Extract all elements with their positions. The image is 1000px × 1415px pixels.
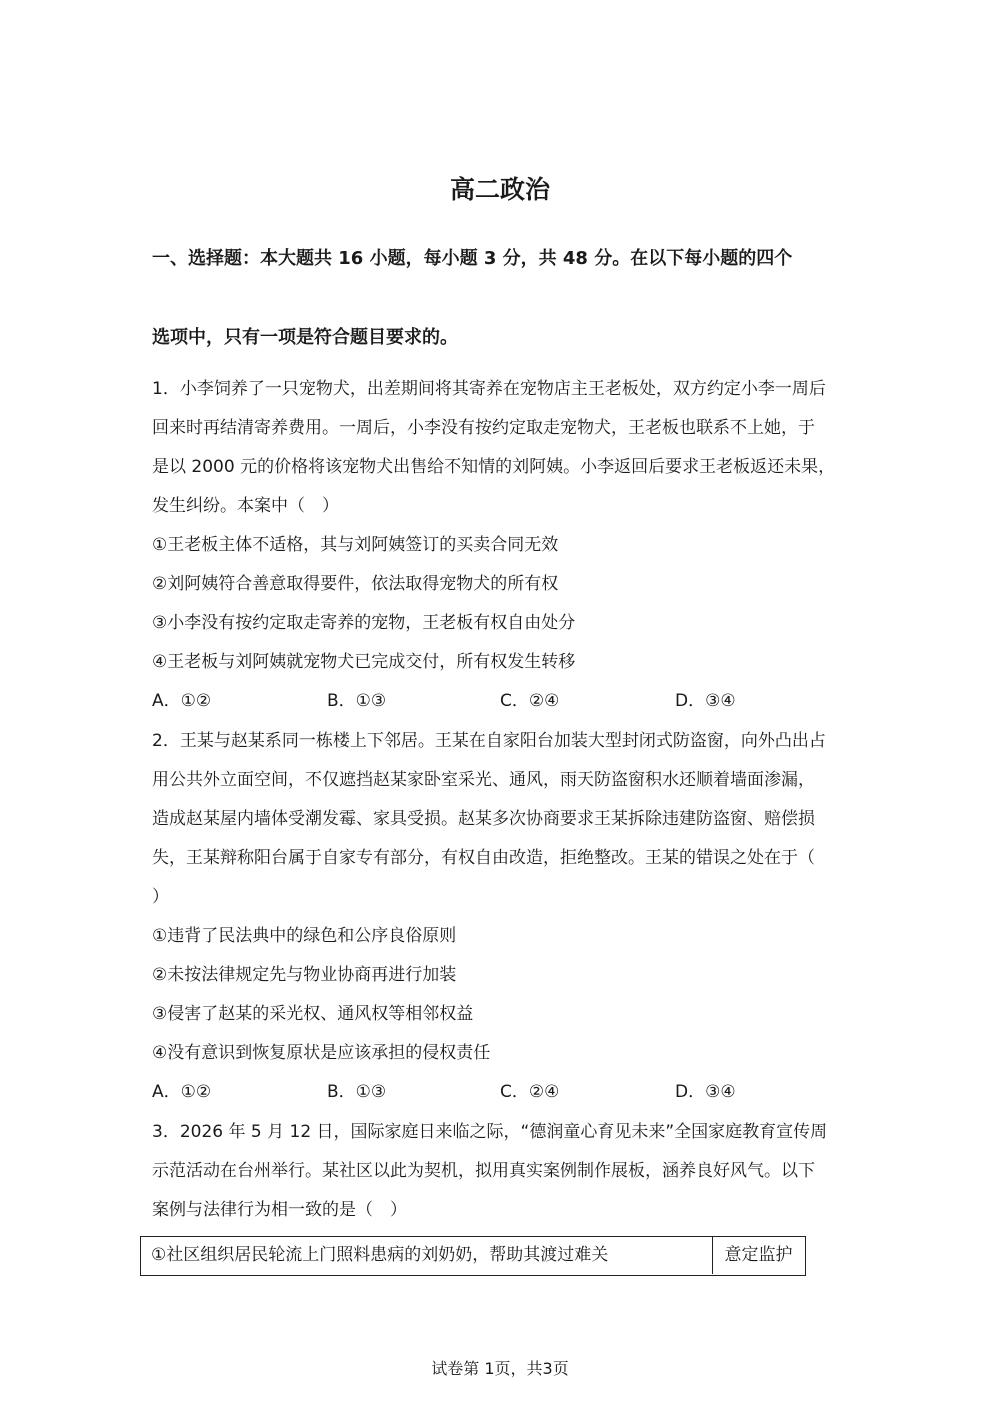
question-1-stem-line: 发生纠纷。本案中（ ） <box>152 496 339 516</box>
question-2-stem-line: ） <box>152 887 169 907</box>
question-2-stem-line: 失，王某辩称阳台属于自家专有部分，有权自由改造，拒绝整改。王某的错误之处在于（ <box>152 848 815 868</box>
option-a: A．①② <box>152 1082 212 1102</box>
page-footer: 试卷第 1页，共3页 <box>431 1359 569 1378</box>
question-1-statement: ④王老板与刘阿姨就宠物犬已完成交付，所有权发生转移 <box>152 652 576 672</box>
case-description-cell: ①社区组织居民轮流上门照料患病的刘奶奶，帮助其渡过难关 <box>141 1237 713 1274</box>
case-table <box>140 1236 806 1276</box>
question-3-stem-line: 3．2026 年 5 月 12 日，国际家庭日来临之际，“德润童心育见未来”全国家庭教育宣传周 <box>152 1122 828 1142</box>
option-b: B．①③ <box>327 1082 387 1102</box>
question-1-stem-line: 1．小李饲养了一只宠物犬，出差期间将其寄养在宠物店主王老板处，双方约定小李一周后 <box>152 379 826 399</box>
page-title: 高二政治 <box>449 175 550 204</box>
option-d: D．③④ <box>675 691 736 711</box>
question-1-stem-line: 回来时再结清寄养费用。一周后，小李没有按约定取走宠物犬，王老板也联系不上她，于 <box>152 418 815 438</box>
option-a: A．①② <box>152 691 212 711</box>
case-term-cell: 意定监护 <box>724 1245 793 1265</box>
question-2-stem-line: 2．王某与赵某系同一栋楼上下邻居。王某在自家阳台加装大型封闭式防盗窗，向外凸出占 <box>152 731 826 751</box>
question-1-statement: ③小李没有按约定取走寄养的宠物，王老板有权自由处分 <box>152 613 576 633</box>
question-2-options <box>152 1080 852 1104</box>
option-c: C．②④ <box>500 691 560 711</box>
option-b: B．①③ <box>327 691 387 711</box>
question-2-statement: ④没有意识到恢复原状是应该承担的侵权责任 <box>152 1043 491 1063</box>
question-1-options <box>152 689 852 713</box>
question-1-statement: ①王老板主体不适格，其与刘阿姨签订的买卖合同无效 <box>152 535 559 555</box>
option-d: D．③④ <box>675 1082 736 1102</box>
question-3-stem-line: 案例与法律行为相一致的是（ ） <box>152 1200 407 1220</box>
question-2-statement: ①违背了民法典中的绿色和公序良俗原则 <box>152 926 457 946</box>
question-1-statement: ②刘阿姨符合善意取得要件，依法取得宠物犬的所有权 <box>152 574 559 594</box>
question-2-statement: ②未按法律规定先与物业协商再进行加装 <box>152 965 457 985</box>
question-3-stem-line: 示范活动在台州举行。某社区以此为契机，拟用真实案例制作展板，涵养良好风气。以下 <box>152 1161 815 1181</box>
question-1-stem-line: 是以 2000 元的价格将该宠物犬出售给不知情的刘阿姨。小李返回后要求王老板返还未果， <box>152 457 836 477</box>
question-2-stem-line: 造成赵某屋内墙体受潮发霉、家具受损。赵某多次协商要求王某拆除违建防盗窗、赔偿损 <box>152 809 815 829</box>
section-heading-line-2: 选项中，只有一项是符合题目要求的。 <box>152 327 458 348</box>
option-c: C．②④ <box>500 1082 560 1102</box>
question-2-stem-line: 用公共外立面空间，不仅遮挡赵某家卧室采光、通风，雨天防盗窗积水还顺着墙面渗漏， <box>152 770 815 790</box>
question-2-statement: ③侵害了赵某的采光权、通风权等相邻权益 <box>152 1004 474 1024</box>
section-heading-line-1: 一、选择题：本大题共 16 小题，每小题 3 分，共 48 分。在以下每小题的四个 <box>152 248 793 269</box>
